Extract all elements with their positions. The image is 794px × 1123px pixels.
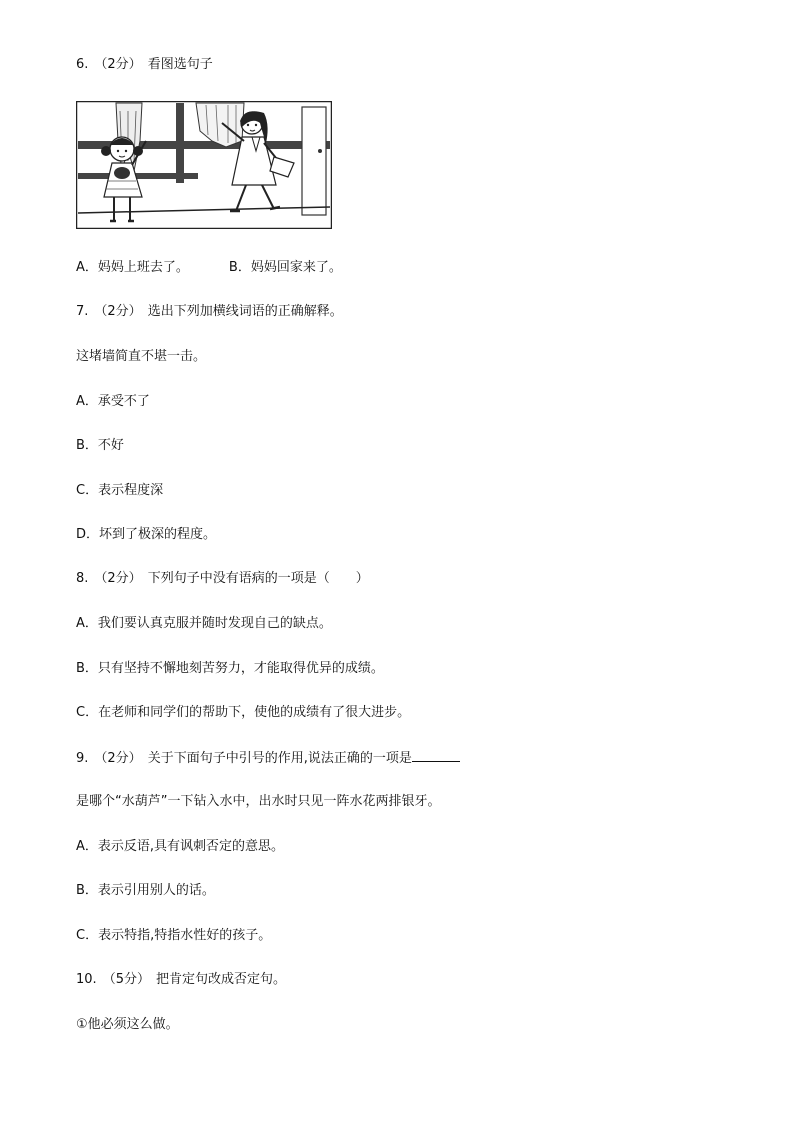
option-text: 表示引用别人的话。	[97, 883, 215, 898]
question-prompt: 关于下面句子中引号的作用,说法正确的一项是	[147, 751, 412, 766]
option-label: C．	[76, 928, 99, 943]
question-number: 7.	[76, 304, 89, 319]
question-number: 8.	[76, 571, 89, 586]
option-label: D．	[76, 527, 100, 542]
option-c[interactable]	[76, 704, 410, 722]
option-b[interactable]	[76, 660, 384, 678]
question-number: 9.	[76, 751, 89, 766]
option-b[interactable]	[76, 437, 124, 455]
question-score: （2分）	[94, 57, 142, 72]
option-text: 承受不了	[97, 394, 150, 409]
option-text: 坏到了极深的程度。	[99, 527, 217, 542]
question-number: 6.	[76, 57, 89, 72]
question-score: （2分）	[94, 571, 142, 586]
question-8-header	[76, 570, 369, 588]
illustration-girl-and-mother-icon	[76, 101, 332, 229]
option-d[interactable]	[76, 526, 216, 544]
question-7-sentence: 这堵墙简直不堪一击。	[76, 349, 207, 364]
option-label: B．	[228, 260, 251, 275]
answer-blank[interactable]	[412, 749, 460, 762]
option-label: B．	[76, 661, 98, 676]
option-a[interactable]	[76, 615, 332, 633]
option-label: A．	[76, 260, 98, 275]
question-10-header	[76, 971, 286, 989]
question-prompt: 下列句子中没有语病的一项是（ ）	[147, 571, 369, 586]
option-a[interactable]	[76, 260, 189, 275]
question-6-options	[76, 259, 342, 277]
option-label: B．	[76, 438, 98, 453]
option-label: A．	[76, 839, 98, 854]
option-label: A．	[76, 394, 98, 409]
question-score: （2分）	[94, 304, 142, 319]
option-label: B．	[76, 883, 98, 898]
option-a[interactable]	[76, 838, 284, 856]
option-text: 在老师和同学们的帮助下，使他的成绩有了很大进步。	[98, 705, 411, 720]
option-b[interactable]	[229, 260, 342, 275]
question-6-header	[76, 56, 213, 74]
option-c[interactable]	[76, 482, 163, 500]
option-text: 妈妈回家来了。	[250, 260, 342, 275]
question-score: （2分）	[94, 751, 142, 766]
option-text: 我们要认真克服并随时发现自己的缺点。	[97, 616, 332, 631]
option-text: 表示特指,特指水性好的孩子。	[98, 928, 272, 943]
question-prompt: 把肯定句改成否定句。	[155, 972, 286, 987]
option-label: A．	[76, 616, 98, 631]
option-label: C．	[76, 705, 99, 720]
question-9-header	[76, 749, 460, 768]
option-c[interactable]	[76, 927, 271, 945]
option-text: 表示程度深	[98, 483, 164, 498]
question-9-sentence: 是哪个“水葫芦”一下钻入水中，出水时只见一阵水花两排银牙。	[76, 794, 441, 809]
option-text: 不好	[97, 438, 124, 453]
option-b[interactable]	[76, 882, 215, 900]
option-text: 妈妈上班去了。	[97, 260, 189, 275]
question-7-header	[76, 303, 343, 321]
option-text: 表示反语,具有讽刺否定的意思。	[97, 839, 285, 854]
option-label: C．	[76, 483, 99, 498]
option-a[interactable]	[76, 393, 150, 411]
question-prompt: 看图选句子	[147, 57, 213, 72]
question-number: 10.	[76, 972, 97, 987]
option-text: 只有坚持不懈地刻苦努力，才能取得优异的成绩。	[97, 661, 384, 676]
question-prompt: 选出下列加横线词语的正确解释。	[147, 304, 343, 319]
question-10-item-1: ①他必须这么做。	[76, 1017, 179, 1032]
question-score: （5分）	[102, 972, 150, 987]
